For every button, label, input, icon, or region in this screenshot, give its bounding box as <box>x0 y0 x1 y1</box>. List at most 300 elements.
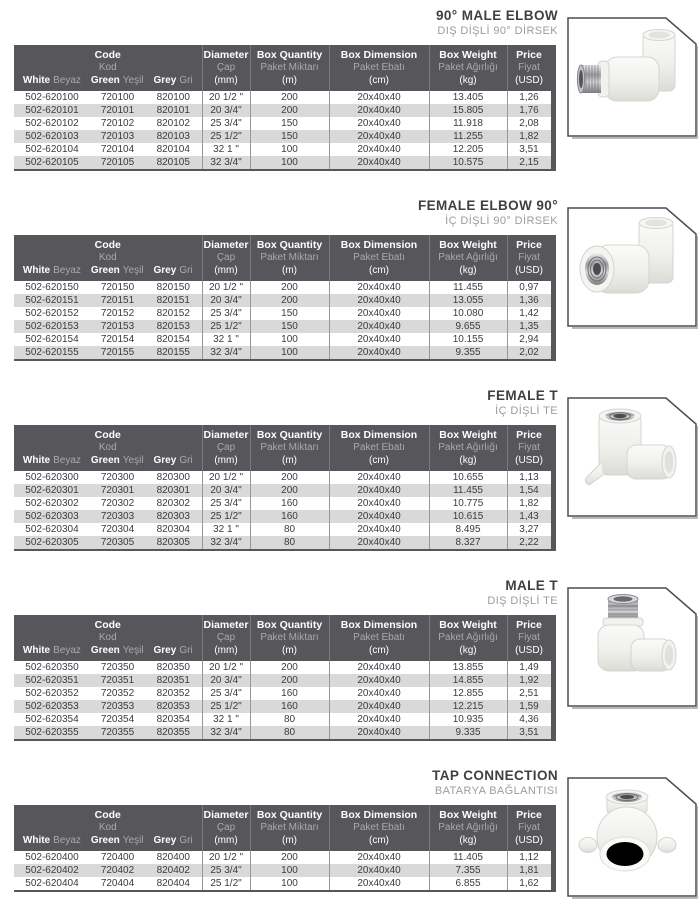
male-t-fitting-photo <box>567 587 698 709</box>
cell-green: 720104 <box>100 144 135 155</box>
code-subcolumn-white: White Beyaz <box>22 75 81 86</box>
product-table <box>14 805 556 892</box>
cell-diameter: 32 3/4" <box>202 726 250 740</box>
cell-white: 502-620302 <box>25 498 79 509</box>
cell-box-dimension: 20x40x40 <box>329 346 429 360</box>
cell-diameter: 20 1/2 " <box>202 661 250 674</box>
cell-grey: 820304 <box>156 524 190 535</box>
section-title: TAP CONNECTION <box>432 768 558 783</box>
table-row <box>14 484 553 497</box>
column-header-diameter: Diameter Çap (mm) <box>202 425 250 471</box>
cell-diameter: 20 1/2 " <box>202 281 250 294</box>
column-header-box-quantity: Box Quantity Paket Miktarı (m) <box>250 615 329 661</box>
cell-box-weight: 11.455 <box>429 281 507 294</box>
cell-green: 720300 <box>100 472 135 483</box>
cell-diameter: 25 3/4" <box>202 117 250 130</box>
cell-box-quantity: 150 <box>250 307 329 320</box>
section-title: MALE T <box>505 578 558 593</box>
cell-green: 720301 <box>100 485 135 496</box>
cell-green: 720350 <box>100 662 135 673</box>
cell-grey: 820155 <box>156 347 190 358</box>
cell-box-weight: 12.855 <box>429 687 507 700</box>
section-heading <box>0 768 558 798</box>
cell-price: 2,15 <box>507 156 553 170</box>
column-header-box-dimension: Box Dimension Paket Ebatı (cm) <box>329 45 429 91</box>
cell-box-dimension: 20x40x40 <box>329 130 429 143</box>
table-row <box>14 281 553 294</box>
cell-box-weight: 10.935 <box>429 713 507 726</box>
cell-price: 1,35 <box>507 320 553 333</box>
cell-diameter: 25 1/2" <box>202 510 250 523</box>
column-header-box-quantity: Box Quantity Paket Miktarı (m) <box>250 235 329 281</box>
cell-white: 502-620355 <box>25 727 79 738</box>
cell-box-dimension: 20x40x40 <box>329 484 429 497</box>
cell-box-weight: 9.655 <box>429 320 507 333</box>
cell-white: 502-620353 <box>25 701 79 712</box>
table-row <box>14 536 553 550</box>
cell-diameter: 32 3/4" <box>202 346 250 360</box>
cell-box-quantity: 100 <box>250 333 329 346</box>
cell-green: 720153 <box>100 321 135 332</box>
code-subcolumn-green: Green Yeşil <box>90 645 144 656</box>
table-row <box>14 104 553 117</box>
cell-diameter: 32 1 " <box>202 143 250 156</box>
cell-box-quantity: 200 <box>250 851 329 864</box>
code-subcolumn-white: White Beyaz <box>22 455 81 466</box>
cell-box-weight: 9.335 <box>429 726 507 740</box>
cell-box-quantity: 200 <box>250 281 329 294</box>
cell-box-dimension: 20x40x40 <box>329 713 429 726</box>
cell-box-weight: 8.327 <box>429 536 507 550</box>
table-row <box>14 674 553 687</box>
code-label-en: Code <box>94 49 121 61</box>
cell-box-dimension: 20x40x40 <box>329 307 429 320</box>
cell-price: 1,43 <box>507 510 553 523</box>
cell-green: 720101 <box>100 105 135 116</box>
cell-price: 1,82 <box>507 130 553 143</box>
code-label-tr: Kod <box>98 442 117 453</box>
column-header-diameter: Diameter Çap (mm) <box>202 615 250 661</box>
table-row <box>14 523 553 536</box>
cell-grey: 820102 <box>156 118 190 129</box>
section-female-t <box>0 388 700 551</box>
cell-grey: 820302 <box>156 498 190 509</box>
cell-diameter: 25 1/2" <box>202 320 250 333</box>
cell-box-weight: 10.575 <box>429 156 507 170</box>
code-label-tr: Kod <box>98 252 117 263</box>
cell-green: 720353 <box>100 701 135 712</box>
cell-box-dimension: 20x40x40 <box>329 333 429 346</box>
cell-box-quantity: 100 <box>250 143 329 156</box>
product-photo-frame <box>567 587 698 709</box>
column-header-price: Price Fiyat (USD) <box>507 45 553 91</box>
female-t-fitting-photo <box>567 397 698 519</box>
cell-price: 3,27 <box>507 523 553 536</box>
table-row <box>14 130 553 143</box>
cell-box-quantity: 200 <box>250 484 329 497</box>
cell-white: 502-620354 <box>25 714 79 725</box>
code-label-tr: Kod <box>98 62 117 73</box>
code-subcolumn-green: Green Yeşil <box>90 75 144 86</box>
product-table <box>14 235 556 361</box>
cell-box-dimension: 20x40x40 <box>329 471 429 484</box>
cell-diameter: 25 3/4" <box>202 864 250 877</box>
cell-green: 720154 <box>100 334 135 345</box>
cell-box-quantity: 100 <box>250 877 329 891</box>
cell-white: 502-620104 <box>25 144 79 155</box>
cell-box-quantity: 100 <box>250 156 329 170</box>
cell-price: 4,36 <box>507 713 553 726</box>
code-label-en: Code <box>94 619 121 631</box>
column-header-price: Price Fiyat (USD) <box>507 235 553 281</box>
cell-box-dimension: 20x40x40 <box>329 700 429 713</box>
cell-box-quantity: 80 <box>250 536 329 550</box>
column-header-box-weight: Box Weight Paket Ağırlığı (kg) <box>429 425 507 471</box>
cell-box-dimension: 20x40x40 <box>329 294 429 307</box>
product-photo-frame <box>567 207 698 329</box>
column-header-box-weight: Box Weight Paket Ağırlığı (kg) <box>429 45 507 91</box>
cell-price: 1,59 <box>507 700 553 713</box>
cell-box-weight: 6.855 <box>429 877 507 891</box>
cell-price: 1,49 <box>507 661 553 674</box>
code-subcolumn-green: Green Yeşil <box>90 455 144 466</box>
cell-box-dimension: 20x40x40 <box>329 674 429 687</box>
cell-white: 502-620402 <box>25 865 79 876</box>
cell-box-dimension: 20x40x40 <box>329 661 429 674</box>
cell-green: 720103 <box>100 131 135 142</box>
cell-box-quantity: 80 <box>250 713 329 726</box>
code-subcolumn-grey: Grey Gri <box>153 645 193 656</box>
cell-box-weight: 12.215 <box>429 700 507 713</box>
cell-grey: 820305 <box>156 537 190 548</box>
cell-box-dimension: 20x40x40 <box>329 281 429 294</box>
table-row <box>14 471 553 484</box>
cell-box-quantity: 200 <box>250 674 329 687</box>
cell-grey: 820150 <box>156 282 190 293</box>
cell-green: 720404 <box>100 878 135 889</box>
column-header-diameter: Diameter Çap (mm) <box>202 235 250 281</box>
cell-grey: 820105 <box>156 157 190 168</box>
code-subcolumn-green: Green Yeşil <box>90 265 144 276</box>
code-subcolumn-labels <box>14 834 202 847</box>
cell-diameter: 32 1 " <box>202 523 250 536</box>
table-row <box>14 320 553 333</box>
cell-box-quantity: 200 <box>250 661 329 674</box>
cell-price: 2,94 <box>507 333 553 346</box>
cell-white: 502-620303 <box>25 511 79 522</box>
column-header-code <box>14 805 202 851</box>
cell-white: 502-620100 <box>25 92 79 103</box>
code-subcolumn-green: Green Yeşil <box>90 835 144 846</box>
cell-box-weight: 10.155 <box>429 333 507 346</box>
cell-box-dimension: 20x40x40 <box>329 320 429 333</box>
section-heading <box>0 388 558 418</box>
cell-box-weight: 13.855 <box>429 661 507 674</box>
table-row <box>14 346 553 360</box>
column-header-box-dimension: Box Dimension Paket Ebatı (cm) <box>329 425 429 471</box>
cell-box-dimension: 20x40x40 <box>329 851 429 864</box>
cell-price: 2,22 <box>507 536 553 550</box>
cell-grey: 820101 <box>156 105 190 116</box>
table-row <box>14 156 553 170</box>
section-heading <box>0 198 558 228</box>
cell-diameter: 25 1/2" <box>202 130 250 143</box>
section-male-elbow-90 <box>0 8 700 171</box>
code-label-en: Code <box>94 809 121 821</box>
cell-box-quantity: 80 <box>250 726 329 740</box>
table-row <box>14 333 553 346</box>
cell-price: 1,81 <box>507 864 553 877</box>
cell-price: 3,51 <box>507 726 553 740</box>
column-header-price: Price Fiyat (USD) <box>507 805 553 851</box>
cell-green: 720351 <box>100 675 135 686</box>
cell-grey: 820402 <box>156 865 190 876</box>
cell-box-weight: 15.805 <box>429 104 507 117</box>
cell-box-dimension: 20x40x40 <box>329 726 429 740</box>
table-row <box>14 713 553 726</box>
cell-white: 502-620350 <box>25 662 79 673</box>
cell-diameter: 25 1/2" <box>202 877 250 891</box>
column-header-box-quantity: Box Quantity Paket Miktarı (m) <box>250 45 329 91</box>
cell-box-quantity: 80 <box>250 523 329 536</box>
cell-box-weight: 8.495 <box>429 523 507 536</box>
cell-box-dimension: 20x40x40 <box>329 497 429 510</box>
code-label-tr: Kod <box>98 632 117 643</box>
cell-white: 502-620103 <box>25 131 79 142</box>
cell-white: 502-620151 <box>25 295 79 306</box>
cell-grey: 820353 <box>156 701 190 712</box>
cell-white: 502-620105 <box>25 157 79 168</box>
cell-white: 502-620304 <box>25 524 79 535</box>
cell-box-weight: 11.255 <box>429 130 507 143</box>
cell-box-dimension: 20x40x40 <box>329 104 429 117</box>
table-row <box>14 661 553 674</box>
cell-green: 720151 <box>100 295 135 306</box>
cell-green: 720102 <box>100 118 135 129</box>
section-male-t <box>0 578 700 741</box>
cell-diameter: 20 3/4" <box>202 674 250 687</box>
cell-box-weight: 10.655 <box>429 471 507 484</box>
column-header-code <box>14 615 202 661</box>
cell-diameter: 20 3/4" <box>202 484 250 497</box>
cell-green: 720352 <box>100 688 135 699</box>
cell-diameter: 32 1 " <box>202 333 250 346</box>
table-row <box>14 877 553 891</box>
table-header-row <box>14 805 553 851</box>
cell-white: 502-620300 <box>25 472 79 483</box>
cell-price: 1,54 <box>507 484 553 497</box>
column-header-code <box>14 235 202 281</box>
cell-green: 720150 <box>100 282 135 293</box>
cell-grey: 820354 <box>156 714 190 725</box>
code-subcolumn-grey: Grey Gri <box>153 75 193 86</box>
cell-price: 2,02 <box>507 346 553 360</box>
code-label-en: Code <box>94 429 121 441</box>
product-table <box>14 45 556 171</box>
cell-box-dimension: 20x40x40 <box>329 91 429 104</box>
cell-price: 1,62 <box>507 877 553 891</box>
cell-grey: 820100 <box>156 92 190 103</box>
cell-grey: 820351 <box>156 675 190 686</box>
section-subtitle: BATARYA BAĞLANTISI <box>434 785 558 797</box>
cell-price: 1,82 <box>507 497 553 510</box>
section-subtitle: DIŞ DİŞLİ 90° DİRSEK <box>437 25 558 37</box>
cell-green: 720302 <box>100 498 135 509</box>
cell-box-quantity: 200 <box>250 294 329 307</box>
cell-box-quantity: 100 <box>250 864 329 877</box>
cell-box-dimension: 20x40x40 <box>329 143 429 156</box>
cell-grey: 820400 <box>156 852 190 863</box>
section-heading <box>0 578 558 608</box>
table-row <box>14 143 553 156</box>
cell-box-weight: 7.355 <box>429 864 507 877</box>
section-title: FEMALE ELBOW 90° <box>417 198 558 213</box>
cell-grey: 820301 <box>156 485 190 496</box>
cell-green: 720152 <box>100 308 135 319</box>
cell-box-quantity: 200 <box>250 91 329 104</box>
cell-grey: 820404 <box>156 878 190 889</box>
cell-white: 502-620400 <box>25 852 79 863</box>
cell-grey: 820154 <box>156 334 190 345</box>
code-subcolumn-labels <box>14 644 202 657</box>
column-header-box-weight: Box Weight Paket Ağırlığı (kg) <box>429 805 507 851</box>
cell-price: 1,92 <box>507 674 553 687</box>
column-header-code <box>14 45 202 91</box>
cell-diameter: 25 3/4" <box>202 307 250 320</box>
cell-box-dimension: 20x40x40 <box>329 510 429 523</box>
cell-white: 502-620155 <box>25 347 79 358</box>
cell-grey: 820350 <box>156 662 190 673</box>
column-header-diameter: Diameter Çap (mm) <box>202 45 250 91</box>
cell-white: 502-620351 <box>25 675 79 686</box>
code-label-tr: Kod <box>98 822 117 833</box>
product-photo-frame <box>567 17 698 139</box>
code-subcolumn-labels <box>14 74 202 87</box>
cell-diameter: 32 3/4" <box>202 156 250 170</box>
table-row <box>14 851 553 864</box>
cell-price: 1,13 <box>507 471 553 484</box>
code-subcolumn-grey: Grey Gri <box>153 455 193 466</box>
cell-diameter: 20 3/4" <box>202 294 250 307</box>
table-row <box>14 117 553 130</box>
cell-box-weight: 11.918 <box>429 117 507 130</box>
cell-white: 502-620352 <box>25 688 79 699</box>
cell-grey: 820303 <box>156 511 190 522</box>
table-row <box>14 687 553 700</box>
column-header-price: Price Fiyat (USD) <box>507 425 553 471</box>
cell-box-dimension: 20x40x40 <box>329 877 429 891</box>
cell-price: 2,51 <box>507 687 553 700</box>
cell-green: 720355 <box>100 727 135 738</box>
cell-white: 502-620153 <box>25 321 79 332</box>
cell-box-quantity: 160 <box>250 497 329 510</box>
table-header-row <box>14 235 553 281</box>
code-subcolumn-white: White Beyaz <box>22 835 81 846</box>
cell-box-weight: 13.405 <box>429 91 507 104</box>
cell-price: 1,12 <box>507 851 553 864</box>
cell-green: 720155 <box>100 347 135 358</box>
column-header-box-weight: Box Weight Paket Ağırlığı (kg) <box>429 615 507 661</box>
female-elbow-90-fitting-photo <box>567 207 698 329</box>
cell-grey: 820300 <box>156 472 190 483</box>
section-female-elbow-90 <box>0 198 700 361</box>
cell-price: 1,42 <box>507 307 553 320</box>
table-row <box>14 294 553 307</box>
column-header-box-dimension: Box Dimension Paket Ebatı (cm) <box>329 235 429 281</box>
code-subcolumn-labels <box>14 264 202 277</box>
cell-box-weight: 13.055 <box>429 294 507 307</box>
cell-box-weight: 14.855 <box>429 674 507 687</box>
section-subtitle: İÇ DİŞLİ 90° DİRSEK <box>445 215 558 227</box>
cell-white: 502-620150 <box>25 282 79 293</box>
cell-grey: 820153 <box>156 321 190 332</box>
cell-green: 720105 <box>100 157 135 168</box>
table-header-row <box>14 615 553 661</box>
code-subcolumn-grey: Grey Gri <box>153 265 193 276</box>
cell-white: 502-620301 <box>25 485 79 496</box>
product-photo-frame <box>567 397 698 519</box>
tap-connection-fitting-photo <box>567 777 698 899</box>
cell-box-quantity: 150 <box>250 320 329 333</box>
table-row <box>14 864 553 877</box>
cell-diameter: 20 1/2 " <box>202 91 250 104</box>
cell-box-quantity: 100 <box>250 346 329 360</box>
cell-green: 720400 <box>100 852 135 863</box>
product-table <box>14 615 556 741</box>
cell-box-quantity: 160 <box>250 687 329 700</box>
cell-box-weight: 12.205 <box>429 143 507 156</box>
code-subcolumn-white: White Beyaz <box>22 645 81 656</box>
cell-box-dimension: 20x40x40 <box>329 687 429 700</box>
cell-grey: 820151 <box>156 295 190 306</box>
cell-box-weight: 9.355 <box>429 346 507 360</box>
column-header-code <box>14 425 202 471</box>
cell-box-weight: 10.080 <box>429 307 507 320</box>
cell-grey: 820104 <box>156 144 190 155</box>
cell-grey: 820355 <box>156 727 190 738</box>
column-header-box-dimension: Box Dimension Paket Ebatı (cm) <box>329 615 429 661</box>
cell-grey: 820103 <box>156 131 190 142</box>
cell-box-weight: 10.775 <box>429 497 507 510</box>
section-title: 90° MALE ELBOW <box>435 8 558 23</box>
cell-price: 3,51 <box>507 143 553 156</box>
cell-white: 502-620102 <box>25 118 79 129</box>
column-header-box-dimension: Box Dimension Paket Ebatı (cm) <box>329 805 429 851</box>
cell-grey: 820352 <box>156 688 190 699</box>
table-row <box>14 307 553 320</box>
column-header-box-quantity: Box Quantity Paket Miktarı (m) <box>250 805 329 851</box>
cell-green: 720100 <box>100 92 135 103</box>
cell-box-quantity: 160 <box>250 700 329 713</box>
cell-white: 502-620154 <box>25 334 79 345</box>
cell-box-dimension: 20x40x40 <box>329 536 429 550</box>
cell-diameter: 25 3/4" <box>202 497 250 510</box>
cell-price: 1,76 <box>507 104 553 117</box>
code-subcolumn-grey: Grey Gri <box>153 835 193 846</box>
cell-diameter: 25 1/2" <box>202 700 250 713</box>
table-row <box>14 91 553 104</box>
cell-white: 502-620305 <box>25 537 79 548</box>
cell-white: 502-620404 <box>25 878 79 889</box>
cell-diameter: 20 3/4" <box>202 104 250 117</box>
cell-green: 720402 <box>100 865 135 876</box>
section-tap-connection <box>0 768 700 892</box>
cell-green: 720303 <box>100 511 135 522</box>
cell-box-quantity: 160 <box>250 510 329 523</box>
cell-white: 502-620152 <box>25 308 79 319</box>
cell-price: 1,26 <box>507 91 553 104</box>
section-heading <box>0 8 558 38</box>
